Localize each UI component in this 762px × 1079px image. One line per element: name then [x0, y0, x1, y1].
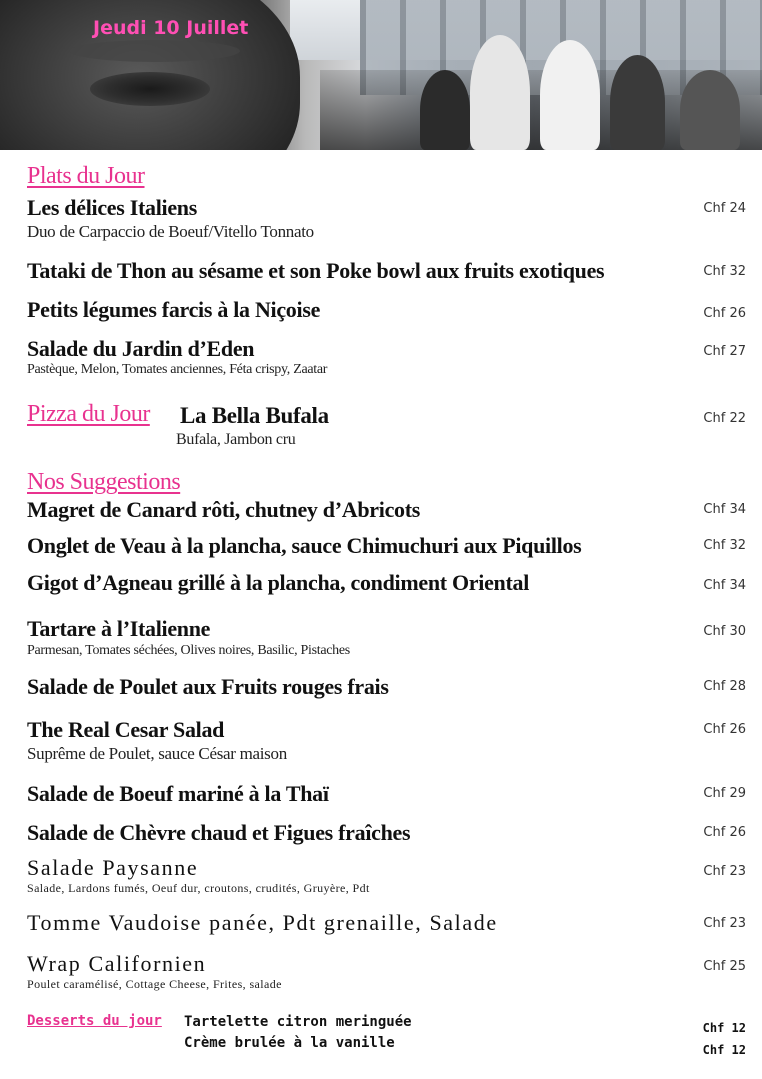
dish-name: The Real Cesar Salad	[27, 717, 225, 742]
dessert-name: Crème brulée à la vanille	[184, 1035, 395, 1051]
dish-price: Chf 24	[703, 201, 746, 216]
person-silhouette	[680, 70, 740, 150]
person-silhouette	[540, 40, 600, 150]
dish-name: Petits légumes farcis à la Niçoise	[27, 297, 321, 322]
dish-price: Chf 29	[703, 786, 746, 801]
person-silhouette	[420, 70, 470, 150]
section-title-desserts: Desserts du jour	[27, 1013, 162, 1029]
dish-price: Chf 27	[703, 344, 746, 359]
dish-name: Salade de Chèvre chaud et Figues fraîches	[27, 820, 411, 845]
dish-description: Duo de Carpaccio de Boeuf/Vitello Tonnato	[27, 222, 314, 241]
statue-eye	[90, 72, 210, 106]
dish-description: Salade, Lardons fumés, Oeuf dur, croutons, crudités, Gruyère, Pdt	[27, 881, 370, 895]
dish-price: Chf 32	[703, 538, 746, 553]
dish-price: Chf 34	[703, 578, 746, 593]
dish-price: Chf 25	[703, 959, 746, 974]
section-title-pizza: Pizza du Jour	[27, 401, 150, 427]
dish-description: Poulet caramélisé, Cottage Cheese, Frites, salade	[27, 977, 282, 991]
dish-name: Salade de Boeuf mariné à la Thaï	[27, 781, 329, 806]
dish-price: Chf 23	[703, 864, 746, 879]
pizza-description: Bufala, Jambon cru	[176, 431, 296, 448]
header-photo	[0, 0, 762, 150]
dish-name: Tataki de Thon au sésame et son Poke bowl aux fruits exotiques	[27, 258, 605, 283]
dish-price: Chf 26	[703, 306, 746, 321]
dish-price: Chf 26	[703, 825, 746, 840]
dish-name: Les délices Italiens	[27, 195, 197, 220]
dish-price: Chf 34	[703, 502, 746, 517]
section-title-plats: Plats du Jour	[27, 163, 145, 189]
dish-name: Onglet de Veau à la plancha, sauce Chimuchuri aux Piquillos	[27, 533, 582, 558]
dessert-price: Chf 12	[702, 1043, 746, 1057]
dish-name: Wrap Californien	[27, 951, 207, 976]
dish-description: Suprême de Poulet, sauce César maison	[27, 744, 287, 763]
person-silhouette	[470, 35, 530, 150]
dish-name: Salade de Poulet aux Fruits rouges frais	[27, 674, 389, 699]
dessert-name: Tartelette citron meringuée	[184, 1014, 412, 1030]
dish-name: Salade du Jardin d’Eden	[27, 336, 255, 361]
dessert-price: Chf 12	[702, 1021, 746, 1035]
dish-price: Chf 30	[703, 624, 746, 639]
dish-price: Chf 26	[703, 722, 746, 737]
dish-price: Chf 23	[703, 916, 746, 931]
dish-name: Magret de Canard rôti, chutney d’Abricots	[27, 497, 421, 522]
menu-date: Jeudi 10 Juillet	[93, 17, 249, 39]
dish-name: Tartare à l’Italienne	[27, 616, 211, 641]
dish-name: Salade Paysanne	[27, 855, 199, 880]
person-silhouette	[610, 55, 665, 150]
section-title-suggestions: Nos Suggestions	[27, 469, 181, 495]
dish-name: Tomme Vaudoise panée, Pdt grenaille, Salade	[27, 910, 498, 935]
pizza-name: La Bella Bufala	[180, 403, 329, 428]
dish-price: Chf 32	[703, 264, 746, 279]
dish-description: Parmesan, Tomates séchées, Olives noires, Basilic, Pistaches	[27, 643, 350, 658]
dish-description: Pastèque, Melon, Tomates anciennes, Féta crispy, Zaatar	[27, 362, 328, 377]
pizza-price: Chf 22	[703, 411, 746, 426]
statue-brow	[70, 40, 240, 62]
dish-name: Gigot d’Agneau grillé à la plancha, condiment Oriental	[27, 570, 530, 595]
dish-price: Chf 28	[703, 679, 746, 694]
